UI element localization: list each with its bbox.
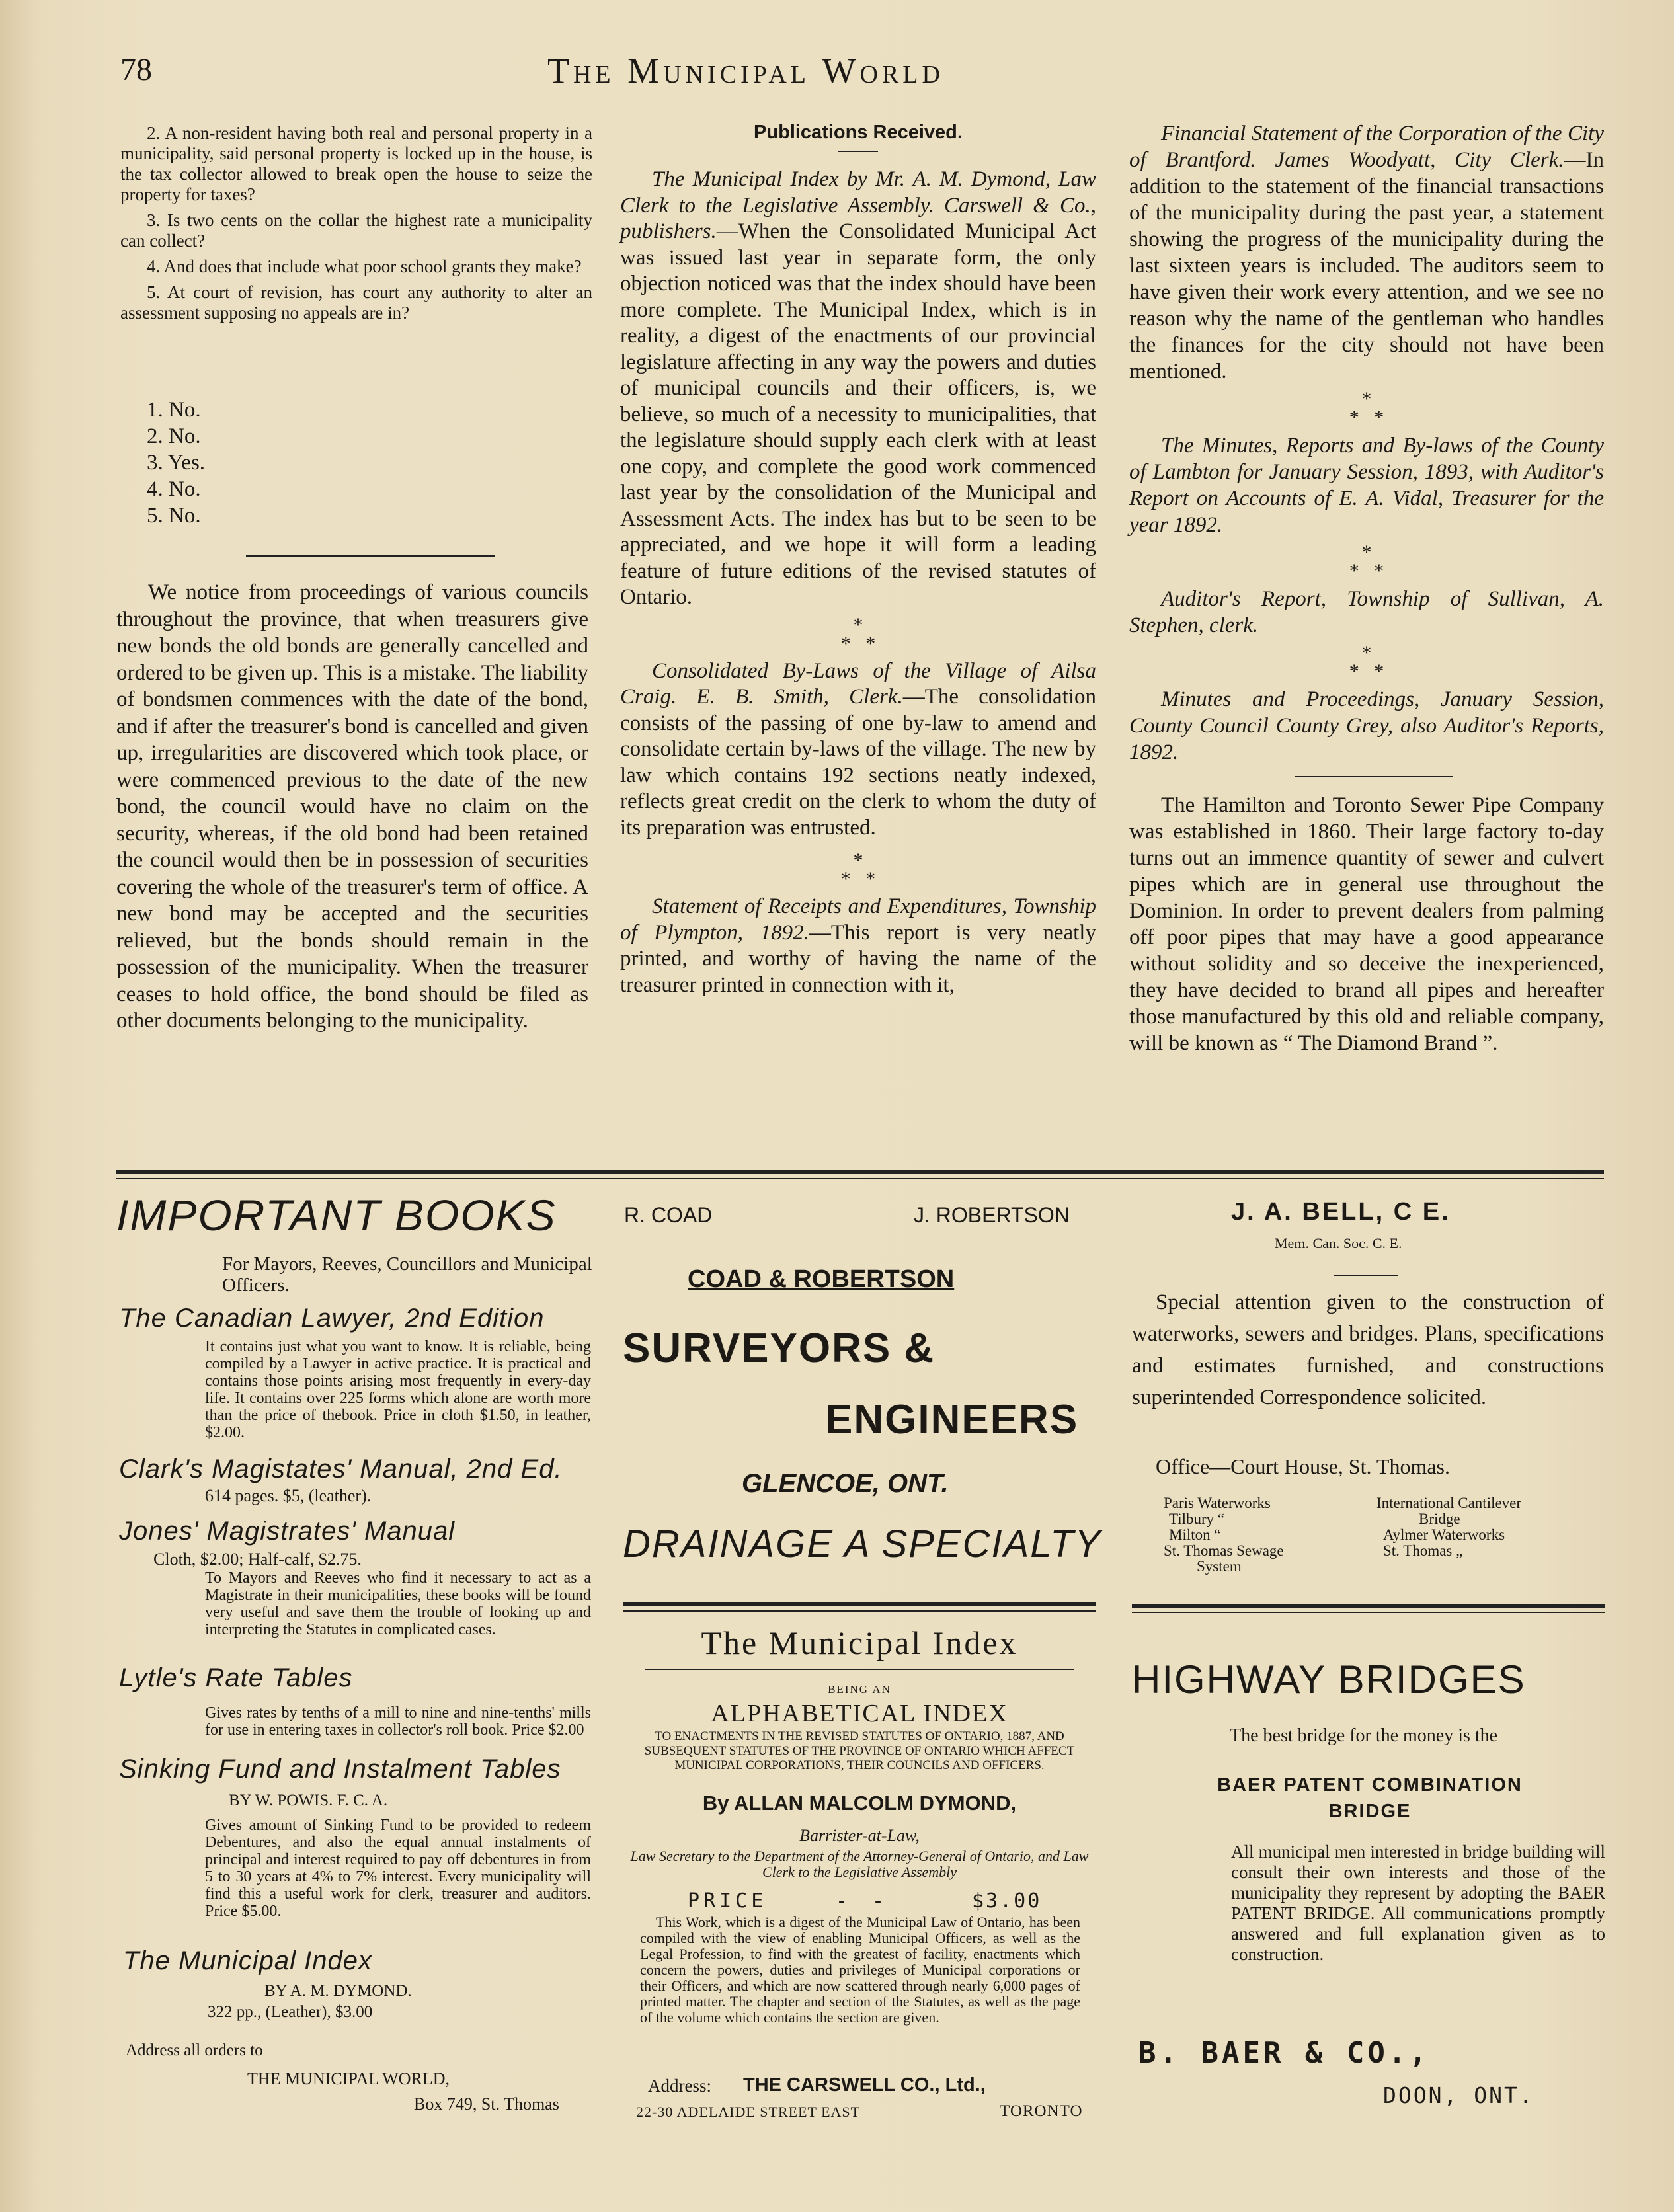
reports-column: [1129, 120, 1604, 1056]
pub-title: Financial Statement of the Corporation of the City of Brantford. James Woodyatt, City Clerk.: [1129, 122, 1604, 172]
book-desc: It contains just what you want to know. It is reliable, being compiled by a Lawyer in active practice. It is practical and contains those points arising most frequently in every-day life. It contains over 225 forms which alone are worth more than the price of thebook. Price in cloth $1.50, in leather, $2.00.: [205, 1338, 591, 1441]
book-title: Sinking Fund and Instalment Tables: [119, 1755, 561, 1784]
index-ad-title: The Municipal Index: [701, 1624, 1018, 1661]
divider: [1295, 776, 1453, 777]
divider: [645, 1669, 1074, 1670]
separator-stars: * * *: [1349, 388, 1384, 428]
section-rule: [623, 1602, 1096, 1606]
coad-specialty: DRAINAGE A SPECIALTY: [623, 1522, 1102, 1565]
answer-item: 5. No.: [147, 504, 201, 528]
section-rule: [116, 1178, 1604, 1179]
price-dash: - -: [838, 1889, 881, 1911]
book-desc: 322 pp., (Leather), $3.00: [208, 2003, 373, 2021]
book-author: BY A. M. DYMOND.: [264, 1982, 412, 2000]
bell-works-right: International Cantilever Bridge Aylmer Waterworks St. Thomas „: [1376, 1495, 1522, 1559]
surveyors-line: SURVEYORS &: [623, 1325, 936, 1371]
pub-text: —The consolidation consists of the passing of one by-law to amend and consolidate certain by-laws of the village. The new by law which contains 192 sections neatly indexed, reflects great credit on the clerk to whom the duty of its preparation was entrusted.: [620, 685, 1096, 840]
bell-office: Office—Court House, St. Thomas.: [1156, 1454, 1450, 1478]
bonds-article: We notice from proceedings of various councils throughout the province, that when treasurers give new bonds the old bonds are generally cancelled and ordered to be given up. This is a mistake. The liability of bondsmen commences with the date of the bond, and if after the treasurer's bond is cancelled and given up, irregularities are discovered which took place, or were commenced previous to the date of the new bond, the council would have no claim on the security, whereas, if the old bond had been retained the council would then be in possession of securities covering the whole of the treasurer's term of office. A new bond may be accepted and the securities relieved, but the bonds should remain in the possession of the municipality. When the treasurer ceases to hold office, the bond should be filed as other documents belonging to the municipality.: [116, 580, 588, 1033]
bridges-place: DOON, ONT.: [1383, 2082, 1534, 2108]
books-intro: For Mayors, Reeves, Councillors and Municipal Officers.: [222, 1253, 592, 1296]
answers-list: [120, 397, 385, 529]
section-rule: [1132, 1604, 1605, 1608]
separator-stars: * * *: [840, 613, 876, 654]
separator-stars: * * *: [840, 849, 876, 890]
address-box: Box 749, St. Thomas: [414, 2094, 559, 2113]
book-title: The Canadian Lawyer, 2nd Edition: [119, 1304, 545, 1333]
bell-society: Mem. Can. Soc. C. E.: [1275, 1235, 1402, 1251]
partner-name: J. ROBERTSON: [914, 1203, 1070, 1227]
bridges-firm: B. BAER & CO.,: [1138, 2036, 1430, 2070]
index-alpha: ALPHABETICAL INDEX: [711, 1700, 1008, 1727]
pub-title: Consolidated By-Laws of the Village of Ailsa Craig. E. B. Smith, Clerk.: [620, 658, 1096, 709]
book-desc: Gives rates by tenths of a mill to nine and nine-tenths' mills for use in entering taxes in collector's roll book. Price $2.00: [205, 1704, 591, 1739]
sewer-pipe-notice: The Hamilton and Toronto Sewer Pipe Company was established in 1860. Their large factory to-day turns out an immence quantity of sewer and culvert pipes which are in general use throughout the Dominion. In order to prevent dealers from palming off poor pipes that may have a good appearance without solidity and so deceive the inexperienced, they have decided to brand all pipes and hereafter those manufactured by this old and reliable company, will be known as “ The Diamond Brand ”.: [1129, 793, 1604, 1055]
divider: [838, 151, 878, 152]
separator-stars: * * *: [1349, 541, 1384, 582]
price-label: PRICE: [688, 1889, 768, 1913]
pub-title: Auditor's Report, Township of Sullivan, A. Stephen, clerk.: [1129, 587, 1604, 637]
index-being: BEING AN: [828, 1683, 891, 1696]
index-city: TORONTO: [1000, 2102, 1083, 2120]
index-secretary: Law Secretary to the Department of the Attorney-General of Ontario, and Law Clerk to the Legislative Assembly: [630, 1848, 1089, 1880]
book-author: BY W. POWIS. F. C. A.: [229, 1792, 388, 1809]
book-title: Lytle's Rate Tables: [119, 1663, 353, 1692]
pub-title: Minutes and Proceedings, January Session, County Council County Grey, also Auditor's Reports, 1892.: [1129, 688, 1604, 764]
section-rule: [623, 1610, 1096, 1612]
pub-title: The Municipal Index by Mr. A. M. Dymond, Law Clerk to the Legislative Assembly. Carswell & Co., publishers.: [620, 167, 1096, 243]
bell-name: J. A. BELL, C E.: [1231, 1198, 1451, 1226]
address-label: Address all orders to: [126, 2041, 263, 2059]
page-number: 78: [120, 52, 152, 87]
book-desc: Gives amount of Sinking Fund to be provided to redeem Debentures, and also the equal annual instalments of principal and interest required to pay off debentures in from 5 to 30 years at 4% to 7% interest. Every municipality will find this a useful work for clerk, treasurer and auditors. Price $5.00.: [205, 1817, 591, 1920]
firm-name: COAD & ROBERTSON: [688, 1265, 955, 1293]
index-scope: TO ENACTMENTS IN THE REVISED STATUTES OF ONTARIO, 1887, AND SUBSEQUENT STATUTES OF THE PROVINCE OF ONTARIO WHICH AFFECT MUNICIPAL CORPORATIONS, THEIR COUNCILS AND OFFICERS.: [644, 1729, 1075, 1772]
divider: [246, 555, 495, 557]
question-3: 3. Is two cents on the collar the highest rate a municipality can collect?: [120, 210, 592, 251]
bell-works-left: Paris Waterworks Tilbury “ Milton “ St. Thomas Sewage System: [1164, 1495, 1284, 1575]
book-desc: Cloth, $2.00; Half-calf, $2.75.: [153, 1550, 362, 1569]
books-heading: IMPORTANT BOOKS: [116, 1191, 557, 1240]
book-title: Clark's Magistates' Manual, 2nd Ed.: [119, 1454, 563, 1483]
bridges-lead: The best bridge for the money is the: [1230, 1725, 1498, 1746]
question-4: 4. And does that include what poor school grants they make?: [147, 257, 582, 276]
section-rule: [116, 1170, 1604, 1174]
address-name: THE MUNICIPAL WORLD,: [247, 2069, 450, 2088]
bridges-text: All municipal men interested in bridge building will consult their own interests and those of the municipality they represent by adopting the BAER PATENT BRIDGE. All communications promptly answered and full explanation given as to construction.: [1231, 1842, 1605, 1964]
bell-text: Special attention given to the construction of waterworks, sewers and bridges. Plans, specifications and estimates furnished, and constructions superintended Correspondence solicited.: [1132, 1290, 1604, 1409]
answer-item: 4. No.: [147, 477, 201, 501]
question-5: 5. At court of revision, has court any authority to alter an assessment supposing no appeals are in?: [120, 282, 592, 323]
answer-item: 1. No.: [147, 398, 201, 422]
book-title: Jones' Magistrates' Manual: [119, 1517, 456, 1546]
coad-place: GLENCOE, ONT.: [742, 1469, 949, 1498]
pub-text: —In addition to the statement of the financial transactions of the municipality during the past year, a statement showing the progress of the municipality during the last sixteen years is included. The auditors seem to have given their work every attention, and we see no reason why the name of the gentleman who handles the finances for the city should not have been mentioned.: [1129, 148, 1604, 383]
publications-heading: Publications Received.: [754, 122, 963, 143]
page-title: The Municipal World: [547, 51, 944, 91]
questions-block: [120, 123, 592, 329]
answer-item: 2. No.: [147, 424, 201, 448]
index-description: This Work, which is a digest of the Municipal Law of Ontario, has been compiled with the view of enabling Municipal Officers, as well as the Legal Profession, to find with the greatest of facility, enactments which concern the powers, duties and privileges of Municipal corporations or their Officers, and which are now scattered through nearly 6,000 pages of printed matter. The chapter and section of the Statutes, as well as the page of the volume which contains the section are given.: [640, 1914, 1080, 2026]
engineers-line: ENGINEERS: [825, 1397, 1079, 1442]
section-rule: [1132, 1612, 1605, 1613]
divider: [1334, 1275, 1398, 1276]
question-2: 2. A non-resident having both real and personal property in a municipality, said personal property is locked up in the house, is the tax collector allowed to break open the house to seize the property for taxes?: [120, 123, 592, 204]
book-title: The Municipal Index: [123, 1946, 372, 1975]
separator-stars: * * *: [1349, 642, 1384, 682]
bridges-heading: HIGHWAY BRIDGES: [1132, 1657, 1526, 1702]
partner-name: R. COAD: [624, 1203, 713, 1227]
book-desc: 614 pages. $5, (leather).: [205, 1486, 372, 1505]
index-street: 22-30 ADELAIDE STREET EAST: [636, 2104, 861, 2120]
pub-title: Statement of Receipts and Expenditures, Township of Plympton, 1892.: [620, 894, 1096, 945]
index-publisher: THE CARSWELL CO., Ltd.,: [743, 2074, 986, 2096]
book-desc: To Mayors and Reeves who find it necessary to act as a Magistrate in their municipalities, these books will be found very useful and save them the trouble of looking up and interpreting the Statutes in complicated cases.: [205, 1569, 591, 1638]
pub-text: —When the Consolidated Municipal Act was issued last year in separate form, the only objection noticed was that the index should have been more complete. The Municipal Index, which is in reality, a digest of the enactments of our provincial legislature affecting in any way the powers and duties of municipal councils and their officers, is, we believe, so much of a necessity to municipalities, that the legislature should supply each clerk with at least one copy, and complete the good work commenced last year by the consolidation of the Municipal and Assessment Acts. The index has but to be seen to be appreciated, and we hope it will form a leading feature of future editions of the revised statutes of Ontario.: [620, 219, 1096, 609]
price-value: $3.00: [972, 1889, 1042, 1913]
publications-column: [620, 120, 1096, 998]
index-author: By ALLAN MALCOLM DYMOND,: [702, 1792, 1017, 1815]
pub-text: —This report is very neatly printed, and worthy of having the name of the treasurer printed in connection with it,: [620, 920, 1096, 997]
index-barrister: Barrister-at-Law,: [799, 1826, 920, 1845]
pub-title: The Minutes, Reports and By-laws of the County of Lambton for January Session, 1893, with Auditor's Report on Accounts of E. A. Vidal, Treasurer for the year 1892.: [1129, 434, 1604, 537]
index-address-label: Address:: [648, 2076, 711, 2096]
bridges-name: BAER PATENT COMBINATION BRIDGE: [1217, 1774, 1523, 1822]
answer-item: 3. Yes.: [147, 451, 206, 475]
